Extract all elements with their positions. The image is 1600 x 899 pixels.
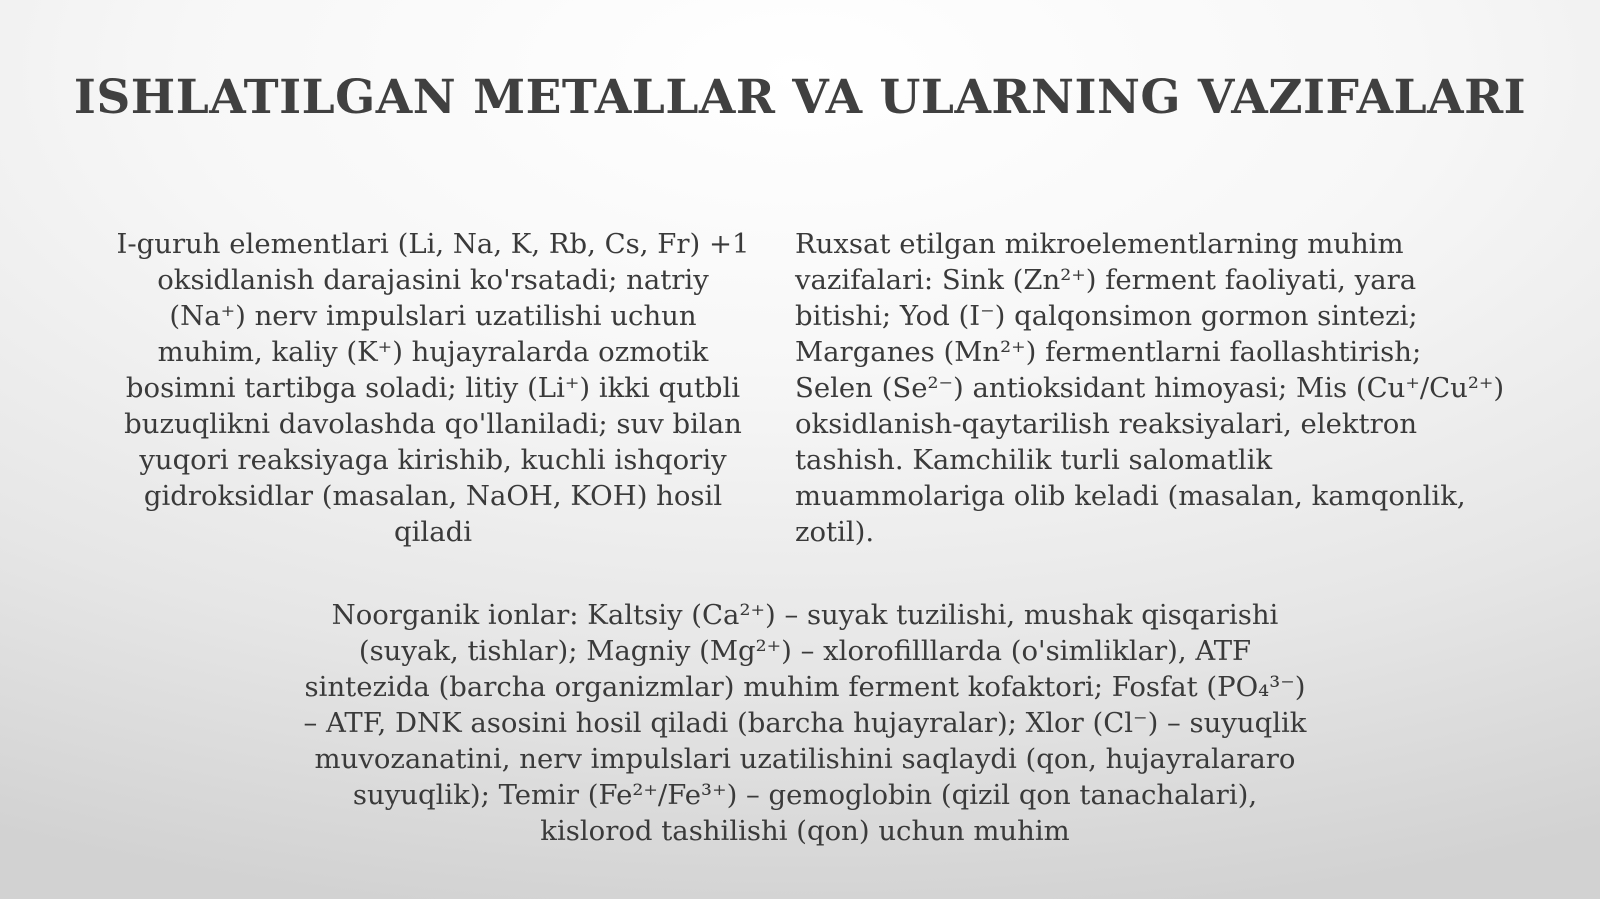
left-text-column <box>108 226 758 550</box>
right-column-line: zotil). <box>795 516 875 548</box>
left-column-line: buzuqlikni davolashda qo'llaniladi; suv bilan <box>124 408 742 440</box>
left-column-line: (Na⁺) nerv impulslari uzatilishi uchun <box>169 300 697 332</box>
right-text-column <box>795 226 1515 550</box>
bottom-text-block <box>280 597 1330 849</box>
left-column-line: yuqori reaksiyaga kirishib, kuchli ishqoriy <box>139 444 727 476</box>
right-column-line: tashish. Kamchilik turli salomatlik <box>795 444 1273 476</box>
left-column-line: muhim, kaliy (K⁺) hujayralarda ozmotik <box>157 336 709 368</box>
right-column-line: vazifalari: Sink (Zn²⁺) ferment faoliyati, yara <box>795 264 1417 296</box>
bottom-block-line: muvozanatini, nerv impulslari uzatilishini saqlaydi (qon, hujayralararo <box>314 743 1296 775</box>
bottom-block-line: – ATF, DNK asosini hosil qiladi (barcha hujayralar); Xlor (Cl⁻) – suyuqlik <box>303 707 1307 739</box>
left-column-line: qiladi <box>394 516 472 548</box>
left-column-line: I-guruh elementlari (Li, Na, K, Rb, Cs, Fr) +1 <box>116 228 750 260</box>
right-column-line: muammolariga olib keladi (masalan, kamqonlik, <box>795 480 1466 512</box>
right-column-line: oksidlanish-qaytarilish reaksiyalari, elektron <box>795 408 1418 440</box>
right-column-line: Ruxsat etilgan mikroelementlarning muhim <box>795 228 1404 260</box>
right-column-line: Marganes (Mn²⁺) fermentlarni faollashtirish; <box>795 336 1422 368</box>
left-column-line: oksidlanish darajasini ko'rsatadi; natriy <box>157 264 709 296</box>
right-column-line: Selen (Se²⁻) antioksidant himoyasi; Mis (Cu⁺/Cu²⁺) <box>795 372 1505 404</box>
right-column-line: bitishi; Yod (I⁻) qalqonsimon gormon sintezi; <box>795 300 1418 332</box>
left-column-line: gidroksidlar (masalan, NaOH, KOH) hosil <box>143 480 723 512</box>
bottom-block-line: kislorod tashilishi (qon) uchun muhim <box>540 815 1070 847</box>
left-column-line: bosimni tartibga soladi; litiy (Li⁺) ikki qutbli <box>125 372 741 404</box>
bottom-block-line: Noorganik ionlar: Kaltsiy (Ca²⁺) – suyak tuzilishi, mushak qisqarishi <box>331 599 1279 631</box>
slide-title: ISHLATILGAN METALLAR VA ULARNING VAZIFALARI <box>73 70 1527 125</box>
bottom-block-line: (suyak, tishlar); Magniy (Mg²⁺) – xlorofilllarda (o'simliklar), ATF <box>358 635 1252 667</box>
bottom-block-line: suyuqlik); Temir (Fe²⁺/Fe³⁺) – gemoglobin (qizil qon tanachalari), <box>352 779 1258 811</box>
bottom-block-line: sintezida (barcha organizmlar) muhim ferment kofaktori; Fosfat (PO₄³⁻) <box>304 671 1306 703</box>
